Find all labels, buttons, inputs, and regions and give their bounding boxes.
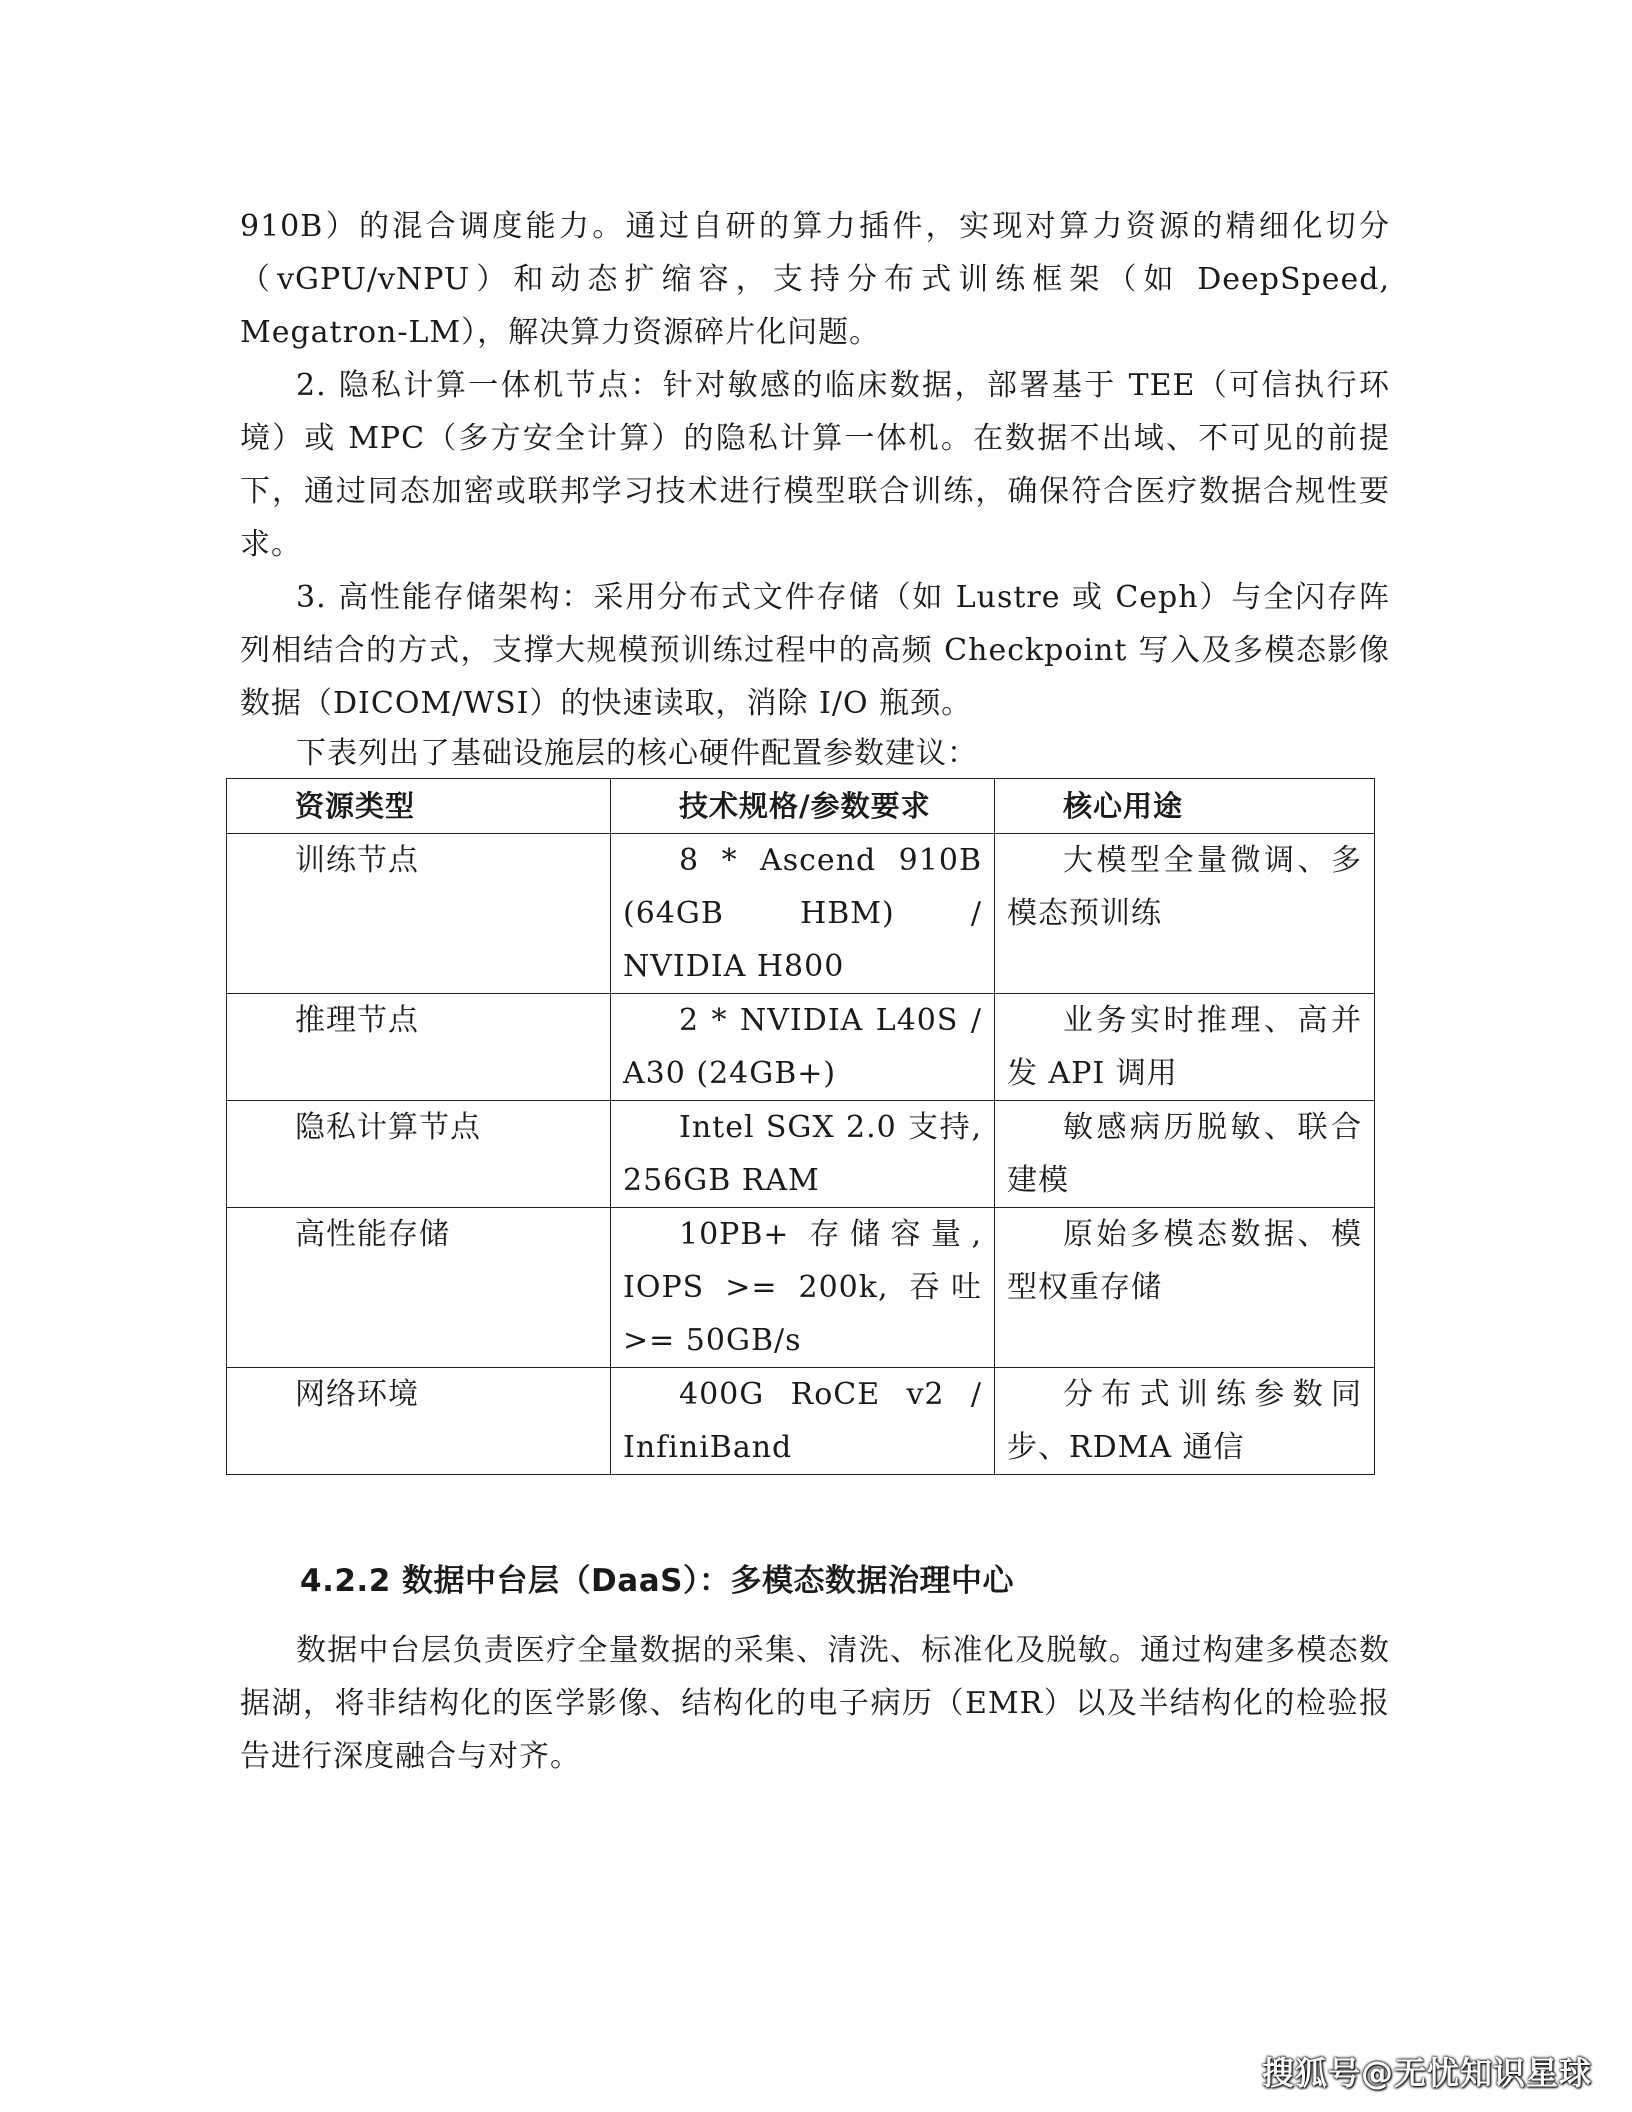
table-row (227, 994, 1375, 1101)
table-row (227, 834, 1375, 994)
cell-spec: 400G RoCE v2 / InfiniBand (611, 1368, 995, 1475)
cell-spec: Intel SGX 2.0 支持, 256GB RAM (611, 1101, 995, 1208)
section-heading-data-platform: 4.2.2 数据中台层（DaaS）：多模态数据治理中心 (300, 1563, 1014, 1599)
paragraph-privacy-computing: 2. 隐私计算一体机节点：针对敏感的临床数据，部署基于 TEE（可信执行环境）或 MPC（多方安全计算）的隐私计算一体机。在数据不出域、不可见的前提下，通过同态加密或联邦学习技术进行模型联合训练，确保符合医疗数据合规性要求。 (240, 368, 1390, 562)
table-header-row (227, 779, 1375, 834)
cell-type: 推理节点 (227, 994, 611, 1101)
table-row (227, 1101, 1375, 1208)
cell-spec: 8 * Ascend 910B (64GB HBM) / NVIDIA H800 (611, 834, 995, 994)
cell-type: 网络环境 (227, 1368, 611, 1475)
header-spec: 技术规格/参数要求 (611, 779, 995, 834)
cell-type: 训练节点 (227, 834, 611, 994)
cell-type: 隐私计算节点 (227, 1101, 611, 1208)
hardware-config-table (226, 778, 1375, 1475)
paragraph-table-intro: 下表列出了基础设施层的核心硬件配置参数建议： (296, 736, 978, 771)
cell-spec: 2 * NVIDIA L40S / A30 (24GB+) (611, 994, 995, 1101)
watermark-text: 搜狐号@无忧知识星球 (1261, 2054, 1592, 2092)
cell-use: 大模型全量微调、多模态预训练 (995, 834, 1375, 994)
header-resource-type: 资源类型 (227, 779, 611, 834)
cell-use: 敏感病历脱敏、联合建模 (995, 1101, 1375, 1208)
table-row (227, 1208, 1375, 1368)
cell-use: 原始多模态数据、模型权重存储 (995, 1208, 1375, 1368)
cell-type: 高性能存储 (227, 1208, 611, 1368)
cell-use: 业务实时推理、高并发 API 调用 (995, 994, 1375, 1101)
cell-spec: 10PB+ 存储容量, IOPS >= 200k, 吞吐 >= 50GB/s (611, 1208, 995, 1368)
table-row (227, 1368, 1375, 1475)
paragraph-storage-architecture: 3. 高性能存储架构：采用分布式文件存储（如 Lustre 或 Ceph）与全闪存阵列相结合的方式，支撑大规模预训练过程中的高频 Checkpoint 写入及多模态影像数据（DICOM/WSI）的快速读取，消除 I/O 瓶颈。 (240, 580, 1390, 721)
header-core-use: 核心用途 (995, 779, 1375, 834)
cell-use: 分布式训练参数同步、RDMA 通信 (995, 1368, 1375, 1475)
paragraph-compute-scheduling: 910B）的混合调度能力。通过自研的算力插件，实现对算力资源的精细化切分（vGPU/vNPU）和动态扩缩容，支持分布式训练框架（如 DeepSpeed, Megatron-LM），解决算力资源碎片化问题。 (240, 209, 1390, 350)
paragraph-data-platform: 数据中台层负责医疗全量数据的采集、清洗、标准化及脱敏。通过构建多模态数据湖，将非结构化的医学影像、结构化的电子病历（EMR）以及半结构化的检验报告进行深度融合与对齐。 (240, 1633, 1390, 1774)
